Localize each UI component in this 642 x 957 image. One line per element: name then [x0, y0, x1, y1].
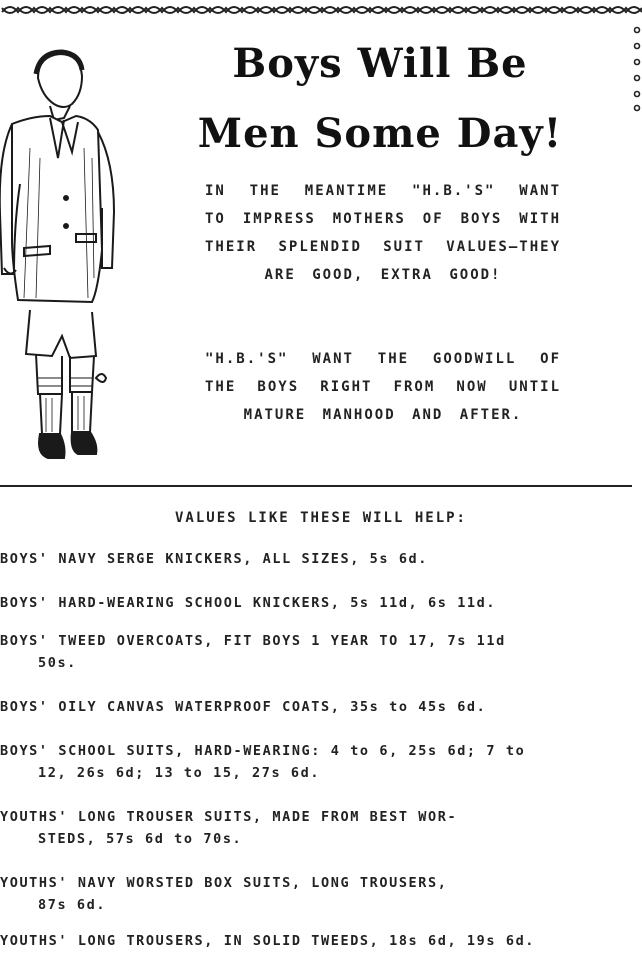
ornamental-border-top: [0, 0, 642, 22]
price-list-item: [0, 806, 636, 850]
price-item-line: YOUTHS' NAVY WORSTED BOX SUITS, LONG TROUSERS,: [0, 875, 448, 891]
intro-paragraph-1: IN THE MEANTIME "H.B.'S" WANT TO IMPRESS MOTHERS OF BOYS WITH THEIR SPLENDID SUIT VALUES—THEY ARE GOOD, EXTRA GOOD!: [205, 183, 561, 283]
price-list-item: [0, 872, 636, 916]
boy-illustration: [0, 48, 120, 466]
price-list-item: [0, 592, 636, 614]
price-item-continuation: 87s 6d.: [38, 897, 107, 913]
price-item-continuation: 12, 26s 6d; 13 to 15, 27s 6d.: [38, 765, 321, 781]
section-divider: [0, 485, 632, 487]
headline-line-2: Men Some Day!: [197, 110, 563, 157]
price-item-line: BOYS' HARD-WEARING SCHOOL KNICKERS, 5s 11d, 6s 11d.: [0, 595, 497, 611]
intro-paragraph-2: "H.B.'S" WANT THE GOODWILL OF THE BOYS RIGHT FROM NOW UNTIL MATURE MANHOOD AND AFTER.: [205, 351, 561, 423]
price-item-line: BOYS' OILY CANVAS WATERPROOF COATS, 35s to 45s 6d.: [0, 699, 487, 715]
values-title: VALUES LIKE THESE WILL HELP:: [174, 510, 467, 526]
price-item-continuation: 50s.: [38, 655, 77, 671]
price-list-item: [0, 548, 636, 570]
ornamental-border-right: [632, 22, 642, 112]
headline-line-1: Boys Will Be: [232, 40, 528, 87]
price-item-line: BOYS' NAVY SERGE KNICKERS, ALL SIZES, 5s 6d.: [0, 551, 429, 567]
price-list-item: [0, 740, 636, 784]
price-list-item: [0, 630, 636, 674]
price-list-item: [0, 696, 636, 718]
price-item-line: YOUTHS' LONG TROUSERS, IN SOLID TWEEDS, 18s 6d, 19s 6d.: [0, 933, 536, 949]
price-item-line: BOYS' TWEED OVERCOATS, FIT BOYS 1 YEAR TO 17, 7s 11d: [0, 633, 506, 649]
price-list-item: [0, 930, 636, 952]
price-item-continuation: STEDS, 57s 6d to 70s.: [38, 831, 243, 847]
price-item-line: YOUTHS' LONG TROUSER SUITS, MADE FROM BEST WOR-: [0, 809, 458, 825]
price-item-line: BOYS' SCHOOL SUITS, HARD-WEARING: 4 to 6, 25s 6d; 7 to: [0, 743, 526, 759]
